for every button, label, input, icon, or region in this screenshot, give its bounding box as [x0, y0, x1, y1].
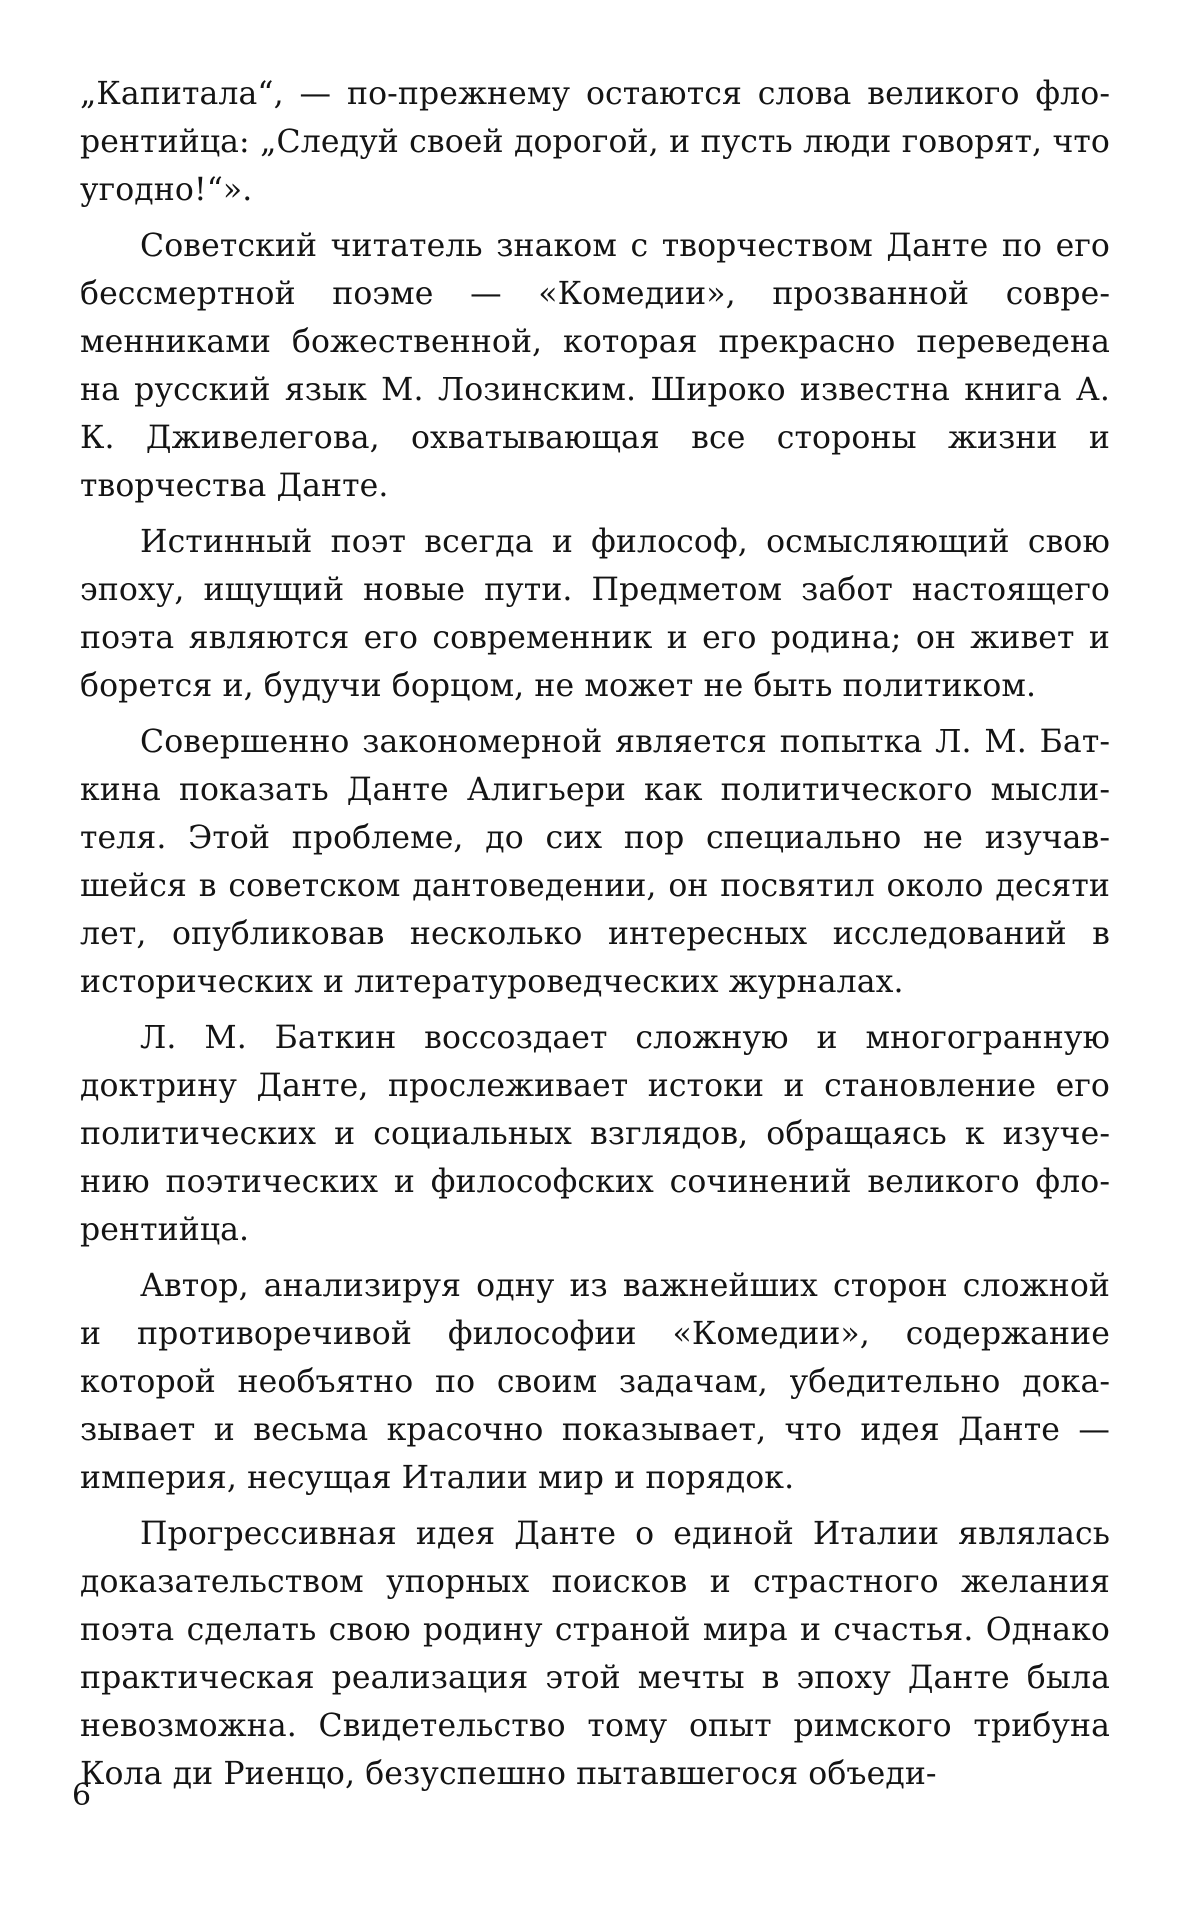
- paragraph-5: Л. М. Баткин воссоздает сложную и многогранную доктрину Данте, прослеживает истоки и становление его политических и социальных взглядов, обращаясь к изучению поэтических и философских сочинений великого флорентийца.: [80, 1020, 1110, 1248]
- page-body: [80, 70, 1110, 1806]
- paragraph-4: Совершенно закономерной является попытка Л. М. Баткина показать Данте Алигьери как политического мыслителя. Этой проблеме, до сих пор специально не изучавшейся в советском дантоведении, он посвятил около десяти лет, опубликовав несколько интересных исследований в исторических и литературоведческих журналах.: [80, 724, 1110, 1000]
- paragraph-3: Истинный поэт всегда и философ, осмысляющий свою эпоху, ищущий новые пути. Предметом забот настоящего поэта являются его современник и его родина; он живет и борется и, будучи борцом, не может не быть политиком.: [80, 524, 1110, 704]
- paragraph-7: Прогрессивная идея Данте о единой Италии являлась доказательством упорных поисков и страстного желания поэта сделать свою родину страной мира и счастья. Однако практическая реализация этой мечты в эпоху Данте была невозможна. Свидетельство тому опыт римского трибуна Кола ди Риенцо, безуспешно пытавшегося объеди-: [80, 1516, 1110, 1792]
- page-number: 6: [72, 1778, 92, 1813]
- paragraph-1: „Капитала“, — по-прежнему остаются слова великого флорентийца: „Следуй своей дорогой, и пусть люди говорят, что угодно!“».: [80, 76, 1110, 208]
- paragraph-2: Советский читатель знаком с творчеством Данте по его бессмертной поэме — «Комедии», прозванной современниками божественной, которая прекрасно переведена на русский язык М. Лозинским. Широко известна книга А. К. Дживелегова, охватывающая все стороны жизни и творчества Данте.: [80, 228, 1110, 504]
- paragraph-6: Автор, анализируя одну из важнейших сторон сложной и противоречивой философии «Комедии», содержание которой необъятно по своим задачам, убедительно доказывает и весьма красочно показывает, что идея Данте — империя, несущая Италии мир и порядок.: [80, 1268, 1110, 1496]
